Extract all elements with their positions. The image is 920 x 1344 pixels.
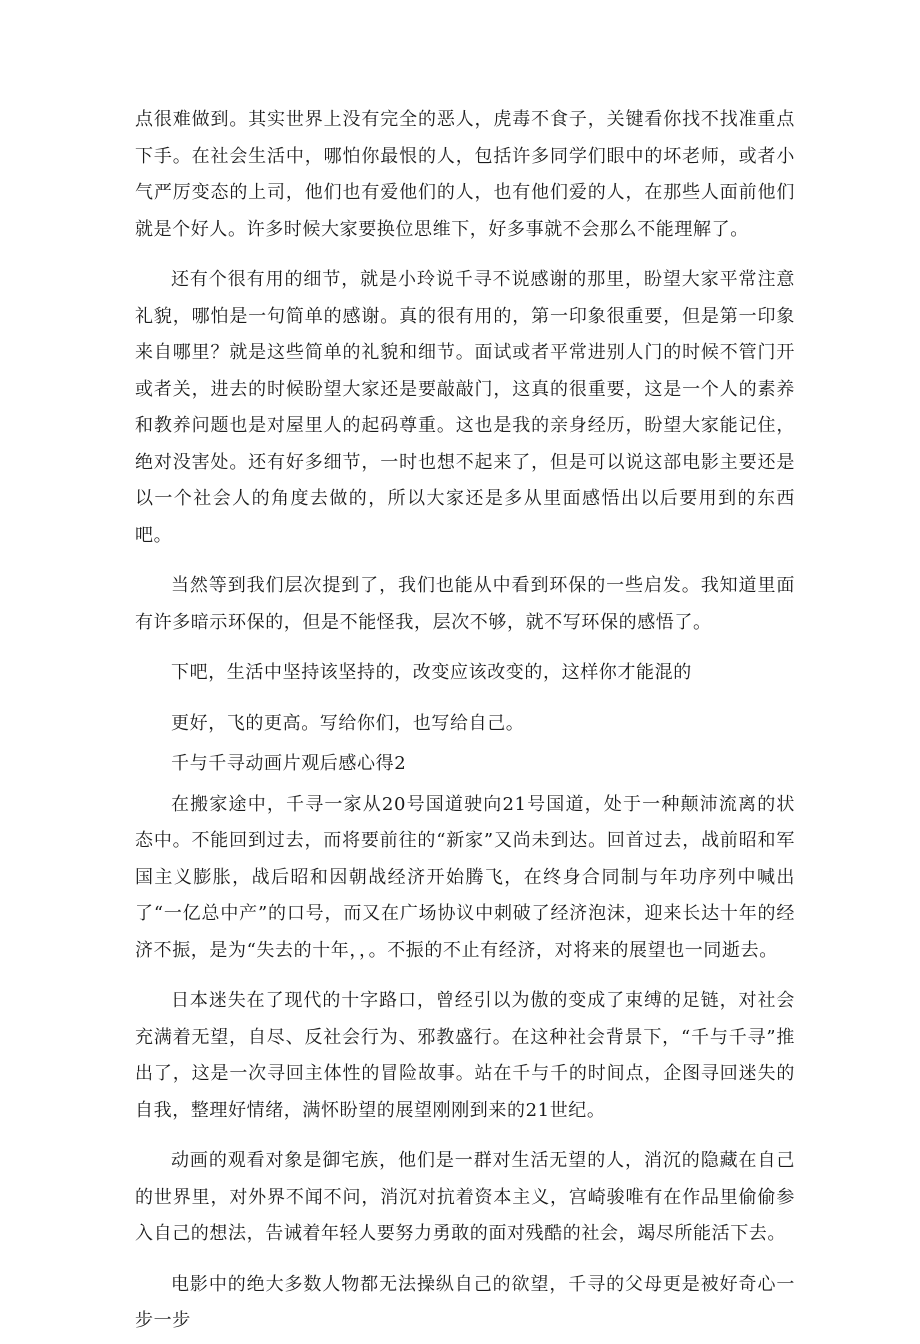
paragraph-1: 点很难做到。其实世界上没有完全的恶人，虎毒不食子，关键看你找不找准重点下手。在社会生活中，哪怕你最恨的人，包括许多同学们眼中的坏老师，或者小气严厉变态的上司，他们也有爱他们的人，也有他们爱的人，在那些人面前他们就是个好人。许多时候大家要换位思维下，好多事就不会那么不能理解了。: [135, 109, 795, 240]
paragraph-4: 下吧，生活中坚持该坚持的，改变应该改变的，这样你才能混的: [171, 662, 692, 683]
section-title: 千与千寻动画片观后感心得2: [171, 753, 407, 774]
paragraph-7: 日本迷失在了现代的十字路口，曾经引以为傲的变成了束缚的足链，对社会充满着无望，自尽、反社会行为、邪教盛行。在这种社会背景下，“千与千寻”推出了，这是一次寻回主体性的冒险故事。站在千与千的时间点，企图寻回迷失的自我，整理好情绪，满怀盼望的展望刚刚到来的21世纪。: [135, 990, 795, 1121]
document-body: [135, 102, 795, 1344]
paragraph-9: 电影中的绝大多数人物都无法操纵自己的欲望，千寻的父母更是被好奇心一步一步: [135, 1273, 795, 1331]
paragraph-3: 当然等到我们层次提到了，我们也能从中看到环保的一些启发。我知道里面有许多暗示环保的，但是不能怪我，层次不够，就不写环保的感悟了。: [135, 575, 795, 633]
paragraph-6: 在搬家途中，千寻一家从20号国道驶向21号国道，处于一种颠沛流离的状态中。不能回到过去，而将要前往的“新家”又尚未到达。回首过去，战前昭和军国主义膨胀，战后昭和因朝战经济开始腾飞，在终身合同制与年功序列中喊出了“一亿总中产”的口号，而又在广场协议中刺破了经济泡沫，迎来长达十年的经济不振，是为“失去的十年，，。不振的不止有经济，对将来的展望也一同逝去。: [135, 793, 795, 961]
paragraph-8: 动画的观看对象是御宅族，他们是一群对生活无望的人，消沉的隐藏在自己的世界里，对外界不闻不问，消沉对抗着资本主义，宫崎骏唯有在作品里偷偷参入自己的想法，告诫着年轻人要努力勇敢的面对残酷的社会，竭尽所能活下去。: [135, 1150, 795, 1244]
paragraph-5: 更好，飞的更高。写给你们，也写给自己。: [171, 712, 525, 734]
paragraph-2: 还有个很有用的细节，就是小玲说千寻不说感谢的那里，盼望大家平常注意礼貌，哪怕是一句简单的感谢。真的很有用的，第一印象很重要，但是第一印象来自哪里？就是这些简单的礼貌和细节。面试或者平常进别人门的时候不管门开或者关，进去的时候盼望大家还是要敲敲门，这真的很重要，这是一个人的素养和教养问题也是对屋里人的起码尊重。这也是我的亲身经历，盼望大家能记住，绝对没害处。还有好多细节，一时也想不起来了，但是可以说这部电影主要还是以一个社会人的角度去做的，所以大家还是多从里面感悟出以后要用到的东西吧。: [135, 269, 795, 546]
